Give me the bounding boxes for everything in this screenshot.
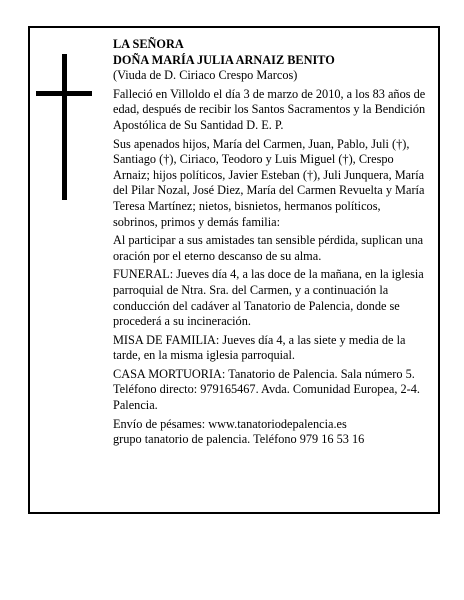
deceased-name: DOÑA MARÍA JULIA ARNAIZ BENITO <box>113 52 335 67</box>
cross-horizontal-bar <box>36 91 92 96</box>
death-paragraph: Falleció en Villoldo el día 3 de marzo de 2010, a los 83 años de edad, después de recibir los Santos Sacramentos y la Bendición Apostólica de Su Santidad D. E. P. <box>113 86 426 132</box>
cross-vertical-bar <box>62 54 67 200</box>
title-line-1: LA SEÑORA <box>113 37 184 51</box>
funeral-group-line: grupo tanatorio de palencia. Teléfono 979 16 53 16 <box>113 432 365 447</box>
condolences-line: Envío de pésames: www.tanatoriodepalencia.es <box>113 416 347 431</box>
mortuary-paragraph: CASA MORTUORIA: Tanatorio de Palencia. Sala número 5. Teléfono directo: 979165467. Avda. Comunidad Europea, 2-4. Palencia. <box>113 366 420 413</box>
request-paragraph: Al participar a sus amistades tan sensible pérdida, suplican una oración por el eterno descanso de su alma. <box>113 233 424 263</box>
funeral-paragraph: FUNERAL: Jueves día 4, a las doce de la mañana, en la iglesia parroquial de Ntra. Sra. del Carmen, y a continuación la conducción del cadáver al Tanatorio de Palencia, donde se procederá a su incineración. <box>113 267 424 329</box>
family-mass-paragraph: MISA DE FAMILIA: Jueves día 4, a las siete y media de la tarde, en la misma iglesia parroquial. <box>113 332 406 363</box>
family-paragraph: Sus apenados hijos, María del Carmen, Juan, Pablo, Juli (†), Santiago (†), Ciriaco, Teodoro y Luis Miguel (†), Crespo Arnaiz; hijos políticos, Javier Esteban (†), Juli Junquera, María del Pilar Nozal, José Diez, María del Carmen Revuelta y María Teresa Martínez; nietos, bisnietos, hermanos políticos, sobrinos, primos y demás familia: <box>113 136 425 229</box>
widow-line: (Viuda de D. Ciriaco Crespo Marcos) <box>113 68 298 83</box>
cross-icon <box>36 54 92 200</box>
obituary-text <box>113 37 426 448</box>
